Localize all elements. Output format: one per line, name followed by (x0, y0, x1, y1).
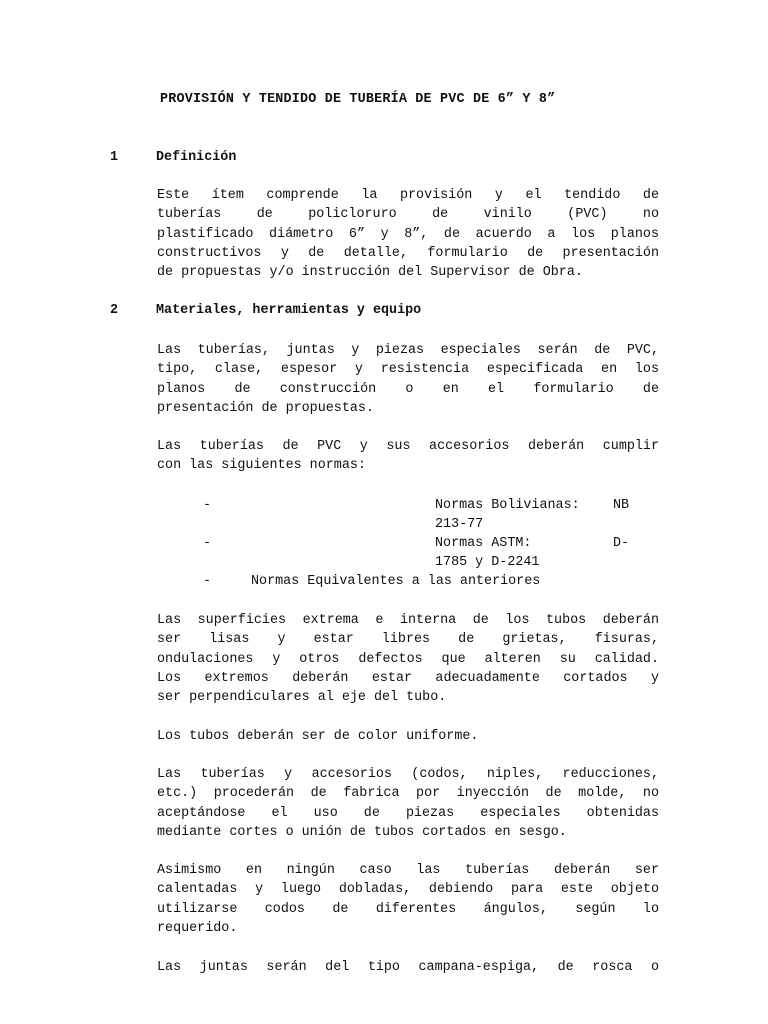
paragraph-materials (157, 341, 659, 418)
list-item-text: D- (613, 536, 630, 551)
bullet-dash: - (203, 536, 212, 551)
document-title: PROVISIÓN Y TENDIDO DE TUBERÍA DE PVC DE 6” Y 8” (160, 92, 556, 107)
text-line: ser lisas y estar libres de grietas, fisuras, (157, 632, 659, 648)
list-item-text: 1785 y D-2241 (435, 555, 540, 570)
text-line: Los extremos deberán estar adecuadamente cortados y (157, 670, 659, 686)
section-heading-2 (110, 303, 421, 318)
text-line: aceptándose el uso de piezas especiales obtenidas (157, 805, 659, 821)
list-item-text: NB (613, 498, 630, 513)
section-number: 1 (110, 150, 119, 165)
section-number: 2 (110, 303, 119, 318)
text-line: Las tuberías y accesorios (codos, niples, reducciones, (157, 767, 659, 782)
paragraph-heating (157, 861, 659, 938)
paragraph-fittings (157, 765, 659, 842)
paragraph-definition (157, 186, 659, 282)
section-title: Definición (156, 150, 237, 165)
paragraph-color (157, 727, 659, 746)
list-item-text: 213-77 (435, 517, 484, 532)
text-line: tuberías de policloruro de vinilo (PVC) no (157, 207, 659, 223)
paragraph-joints (157, 958, 659, 977)
text-line: Las superficies extrema e interna de los tubos deberán (157, 613, 659, 628)
text-line: tipo, clase, espesor y resistencia especificada en los (157, 362, 659, 378)
text-line: constructivos y de detalle, formulario de presentación (157, 245, 659, 261)
bullet-dash: - (203, 498, 212, 513)
text-line: Este ítem comprende la provisión y el tendido de (157, 188, 659, 203)
list-item-text: Normas Equivalentes a las anteriores (251, 574, 541, 589)
list-item-text: Normas Bolivianas: (435, 498, 580, 513)
text-line: Asimismo en ningún caso las tuberías deberán ser (157, 863, 659, 878)
text-line: Las juntas serán del tipo campana-espiga, de rosca o (157, 960, 659, 975)
text-line: Las tuberías, juntas y piezas especiales serán de PVC, (157, 343, 659, 358)
bullet-dash: - (203, 574, 212, 589)
section-heading-1 (110, 150, 236, 165)
paragraph-surfaces (157, 611, 659, 707)
text-line: utilizarse codos de diferentes ángulos, según lo (157, 901, 659, 917)
text-line: presentación de propuestas. (157, 400, 374, 416)
text-line: de propuestas y/o instrucción del Supervisor de Obra. (157, 265, 583, 281)
text-line: ser perpendiculares al eje del tubo. (157, 690, 447, 706)
text-line: mediante cortes o unión de tubos cortados en sesgo. (157, 824, 567, 840)
section-title: Materiales, herramientas y equipo (156, 303, 422, 318)
text-line: ondulaciones y otros defectos que alteren su calidad. (157, 651, 659, 667)
list-item-text: Normas ASTM: (435, 536, 532, 551)
text-line: Los tubos deberán ser de color uniforme. (157, 729, 479, 744)
text-line: etc.) procederán de fabrica por inyección de molde, no (157, 786, 659, 802)
text-line: Las tuberías de PVC y sus accesorios deberán cumplir (157, 439, 659, 454)
text-line: plastificado diámetro 6” y 8”, de acuerdo a los planos (157, 226, 659, 242)
paragraph-norms-intro (157, 437, 659, 476)
text-line: requerido. (157, 920, 238, 936)
text-line: planos de construcción o en el formulario de (157, 381, 659, 397)
text-line: con las siguientes normas: (157, 458, 366, 474)
text-line: calentadas y luego dobladas, debiendo para este objeto (157, 882, 659, 898)
